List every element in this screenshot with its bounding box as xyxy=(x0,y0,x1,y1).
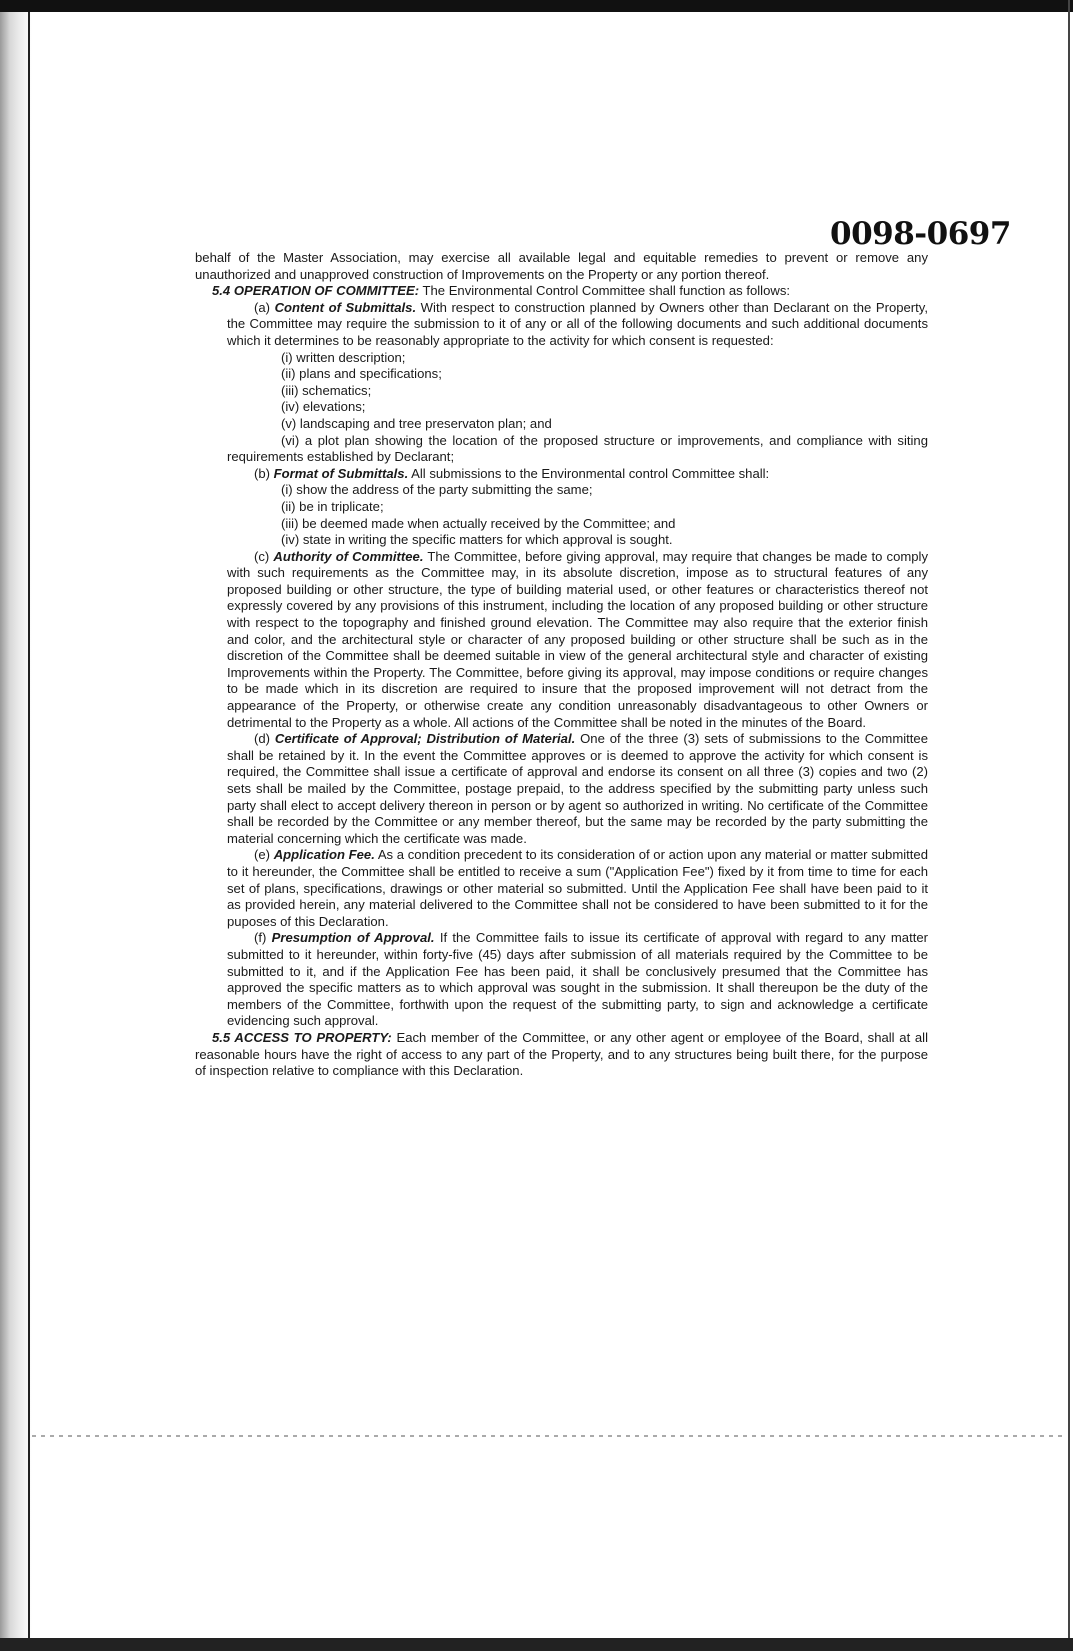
subsection-b xyxy=(195,466,928,483)
list-item: (v) landscaping and tree preservaton plan; and xyxy=(281,415,552,431)
section-text: The Environmental Control Committee shall function as follows: xyxy=(419,283,791,299)
subsection-e xyxy=(195,847,928,930)
subsection-c xyxy=(195,549,928,732)
subsection-heading: Content of Submittals. xyxy=(274,299,417,315)
list-item: (iii) schematics; xyxy=(281,382,372,398)
list-item: (i) written description; xyxy=(281,349,406,365)
page-number: 0098-0697 xyxy=(830,216,1011,252)
document-body xyxy=(195,250,928,1080)
subsection-text: With respect to construction planned by Owners other than Declarant on the Property, the Committee may require the submission to it of any or all of the following documents and such additional documents which it determines to be reasonably appropriate to the activity for which consent is requested: xyxy=(227,299,928,348)
section-text: Each member of the Committee, or any other agent or employee of the Board, shall at all reasonable hours have the right of access to any part of the Property, and to any structures being built there, for the purpose of inspection relative to compliance with this Declaration. xyxy=(195,1029,929,1079)
section-heading: 5.5 ACCESS TO PROPERTY: xyxy=(212,1029,392,1045)
subsection-heading: Certificate of Approval; Distribution of Material. xyxy=(274,731,576,747)
section-heading: 5.4 OPERATION OF COMMITTEE: xyxy=(212,283,420,299)
intro-paragraph: behalf of the Master Association, may exercise all available legal and equitable remedies to prevent or remove any unauthorized and unapproved construction of Improvements on the Property or any portion thereof. xyxy=(195,250,928,282)
subsection-text: The Committee, before giving approval, may require that changes be made to comply with such requirements as the Committee may, in its absolute discretion, impose as to structural features of any proposed building or other structure, the type of building material used, or other features or characteristics thereof not expressly covered by any provisions of this instrument, including the location of any proposed building or other structure with respect to the topography and finished ground elevation. The Committee may also require that the exterior finish and color, and the architectural style or character of any proposed building or other structure shall be such as in the discretion of the Committee shall be deemed suitable in view of the general architectural style and character of existing Improvements within the Property. The Committee, before giving its approval, may impose conditions or require changes to be made which in its discretion are required to insure that the proposed improvement will not detract from the appearance of the Property, or otherwise create any condition unreasonably disadvantageous to other Owners or detrimental to the Property as a whole. All actions of the Committee shall be noted in the minutes of the Board. xyxy=(227,548,928,730)
list-item: (i) show the address of the party submitting the same; xyxy=(281,482,593,498)
page-border-right xyxy=(1068,0,1070,1651)
subsection-heading: Authority of Committee. xyxy=(273,548,424,564)
list-item: (ii) plans and specifications; xyxy=(281,366,442,382)
list-item: (ii) be in triplicate; xyxy=(281,498,384,514)
subsection-label: (a) xyxy=(254,299,275,315)
subsection-label: (d) xyxy=(254,731,275,747)
subsection-text: All submissions to the Environmental control Committee shall: xyxy=(408,465,770,481)
subsection-label: (b) xyxy=(254,465,274,481)
subsection-text: If the Committee fails to issue its certificate of approval with regard to any matter submitted to it hereunder, within forty-five (45) days after submission of all materials required by the Committee to be submitted to it, and if the Application Fee has been paid, it shall be conclusively presumed that the Committee has approved the specific matters as to which approval was sought in the submission. It shall thereupon be the duty of the members of the Committee, forthwith upon the request of the submitting party, to sign and acknowledge a certificate evidencing such approval. xyxy=(227,930,929,1029)
subsection-heading: Format of Submittals. xyxy=(273,465,409,481)
list-item: (iv) state in writing the specific matters for which approval is sought. xyxy=(281,532,673,548)
list-item: (iii) be deemed made when actually received by the Committee; and xyxy=(281,515,676,531)
section-5-5 xyxy=(195,1030,928,1080)
page-border-top xyxy=(0,0,1073,12)
scan-artifact-line xyxy=(32,1435,1062,1437)
subsection-d xyxy=(195,731,928,847)
subsection-text: One of the three (3) sets of submissions to the Committee shall be retained by it. In the event the Committee approves or is deemed to approve the activity for which consent is required, the Committee shall issue a certificate of approval and endorse its consent on all three (3) copies and two (2) sets shall be mailed by the Committee, postage prepaid, to the address specified by the submitting party unless such party shall elect to accept delivery thereon in person or by agent so authorized in writing. No certificate of the Committee shall be recorded by the Committee or any member thereof, but the same may be recorded by the party submitting the material concerning which the certificate was made. xyxy=(227,731,928,846)
subsection-label: (f) xyxy=(254,930,272,946)
subsection-text: As a condition precedent to its consideration of or action upon any material or matter submitted to it hereunder, the Committee shall be entitled to receive a sum ("Application Fee") fixed by it from time to time for each set of plans, specifications, drawings or other material so submitted. Until the Application Fee shall have been paid to it as provided herein, any material delivered to the Committee shall not be considered to have been submitted to it for the puposes of this Declaration. xyxy=(227,847,928,929)
subsection-a xyxy=(195,300,928,350)
page-border-left xyxy=(28,0,30,1651)
list-item: (vi) a plot plan showing the location of the proposed structure or improvements, and compliance with siting requirements established by Declarant; xyxy=(227,432,928,465)
subsection-heading: Application Fee. xyxy=(273,847,375,863)
subsection-heading: Presumption of Approval. xyxy=(271,930,435,946)
list-item: (iv) elevations; xyxy=(281,399,366,415)
subsection-f xyxy=(195,930,928,1030)
page-border-bottom xyxy=(0,1638,1073,1651)
section-5-4 xyxy=(195,283,928,300)
subsection-label: (c) xyxy=(254,548,274,564)
subsection-label: (e) xyxy=(254,847,274,863)
